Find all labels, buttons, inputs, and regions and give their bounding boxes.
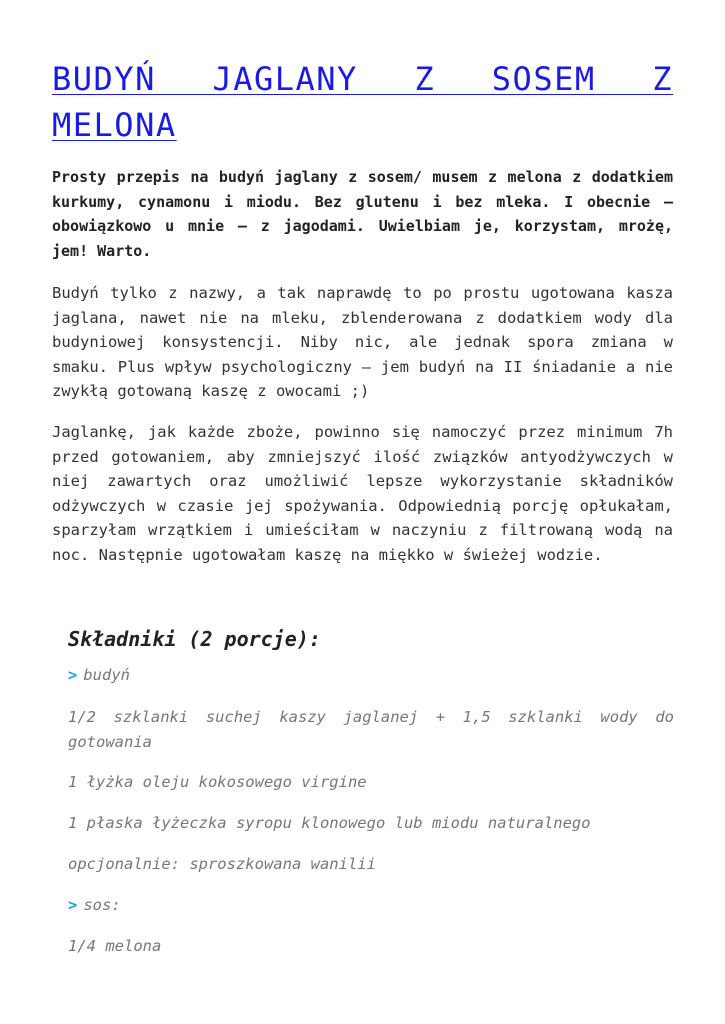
- article-title-link[interactable]: [52, 56, 673, 148]
- section-label: sos:: [83, 896, 121, 914]
- ingredient-item: 1/2 szklanki suchej kaszy jaglanej + 1,5 szklanki wody do gotowania: [68, 708, 674, 751]
- article-paragraph-1: Budyń tylko z nazwy, a tak naprawdę to po prostu ugotowana kasza jaglana, nawet nie na mleku, zblenderowana z dodatkiem wody dla budyniowej konsystencji. Niby nic, ale jednak spora zmiana w smaku. Plus wpływ psychologiczny – jem budyń na II śniadanie a nie zwykłą gotowaną kaszę z owocami ;): [52, 284, 673, 400]
- ingredients-heading: Składniki (2 porcje):: [68, 627, 321, 651]
- ingredient-item: opcjonalnie: sproszkowana wanilii: [68, 855, 376, 873]
- section-label: budyń: [83, 666, 131, 684]
- article-lead: Prosty przepis na budyń jaglany z sosem/ musem z melona z dodatkiem kurkumy, cynamonu i miodu. Bez glutenu i bez mleka. I obecnie – obowiązkowo u mnie – z jagodami. Uwielbiam je, korzystam, mrożę, jem! Warto.: [52, 168, 673, 260]
- chevron-right-icon: >: [68, 666, 78, 684]
- ingredient-item: 1 płaska łyżeczka syropu klonowego lub miodu naturalnego: [68, 814, 591, 832]
- ingredients-section-sos: [68, 893, 674, 918]
- title-line-1[interactable]: BUDYŃ JAGLANY Z SOSEM Z: [52, 60, 673, 98]
- ingredients-section-budyn: [68, 663, 674, 688]
- ingredient-item: 1/4 melona: [68, 937, 162, 955]
- title-line-2[interactable]: MELONA: [52, 106, 177, 144]
- ingredient-item: 1 łyżka oleju kokosowego virgine: [68, 773, 367, 791]
- article-paragraph-2: Jaglankę, jak każde zboże, powinno się namoczyć przez minimum 7h przed gotowaniem, aby zmniejszyć ilość związków antyodżywczych w niej zawartych oraz umożliwić lepsze wykorzystanie składników odżywczych w czasie jej spożywania. Odpowiednią porcję opłukałam, sparzyłam wrzątkiem i umieściłam w naczyniu z filtrowaną wodą na noc. Następnie ugotowałam kaszę na miękko w świeżej wodzie.: [52, 423, 673, 564]
- chevron-right-icon: >: [68, 896, 78, 914]
